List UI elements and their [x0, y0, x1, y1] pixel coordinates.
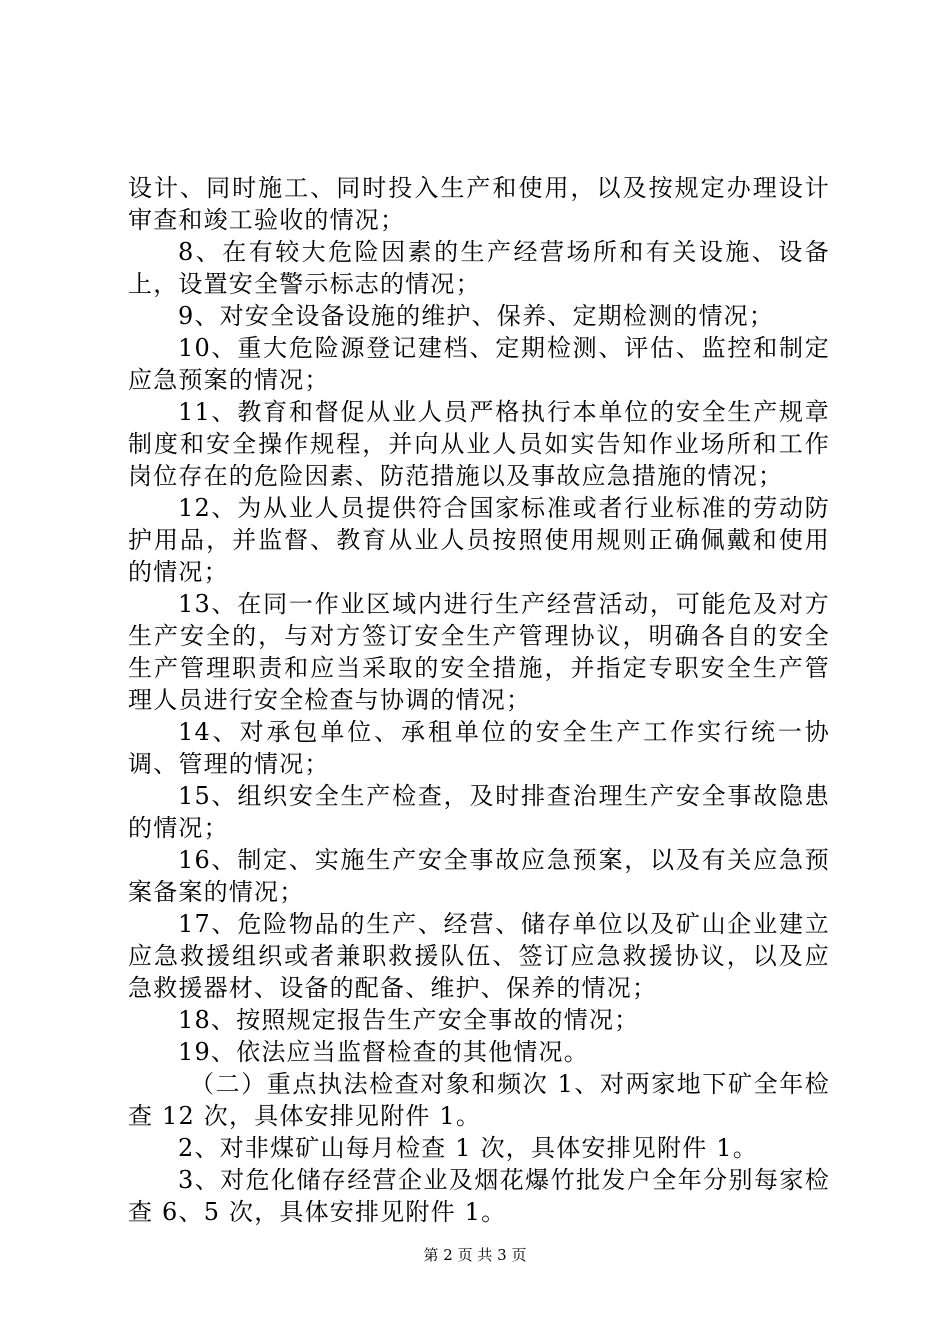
paragraph-frequency-2: 2、对非煤矿山每月检查 1 次，具体安排见附件 1。 — [178, 1134, 758, 1162]
page-number-footer: 第 2 页 共 3 页 — [423, 1246, 527, 1264]
paragraph-item-16: 16、制定、实施生产安全事故应急预案，以及有关应急预案备案的情况； — [128, 846, 830, 906]
paragraph-item-14: 14、对承包单位、承租单位的安全生产工作实行统一协调、管理的情况； — [128, 718, 830, 778]
paragraph-item-10: 10、重大危险源登记建档、定期检测、评估、监控和制定应急预案的情况； — [128, 334, 830, 394]
body-text — [128, 172, 830, 1228]
paragraph-item-12: 12、为从业人员提供符合国家标准或者行业标准的劳动防护用品，并监督、教育从业人员按照使用规则正确佩戴和使用的情况； — [128, 494, 830, 586]
paragraph-frequency-3: 3、对危化储存经营企业及烟花爆竹批发户全年分别每家检查 6、5 次，具体安排见附件 1。 — [128, 1166, 830, 1226]
paragraph-continuation: 设计、同时施工、同时投入生产和使用，以及按规定办理设计审查和竣工验收的情况； — [128, 174, 830, 234]
paragraph-item-19: 19、依法应当监督检查的其他情况。 — [178, 1038, 589, 1066]
section-heading-2: （二）重点执法检查对象和频次 1、对两家地下矿全年检查 12 次，具体安排见附件 1。 — [128, 1070, 830, 1130]
paragraph-item-18: 18、按照规定报告生产安全事故的情况； — [178, 1006, 640, 1034]
paragraph-item-17: 17、危险物品的生产、经营、储存单位以及矿山企业建立应急救援组织或者兼职救援队伍、签订应急救援协议，以及应急救援器材、设备的配备、维护、保养的情况； — [128, 910, 830, 1002]
paragraph-item-8: 8、在有较大危险因素的生产经营场所和有关设施、设备上，设置安全警示标志的情况； — [128, 238, 830, 298]
paragraph-item-15: 15、组织安全生产检查，及时排查治理生产安全事故隐患的情况； — [128, 782, 830, 842]
paragraph-item-13: 13、在同一作业区域内进行生产经营活动，可能危及对方生产安全的，与对方签订安全生产管理协议，明确各自的安全生产管理职责和应当采取的安全措施，并指定专职安全生产管理人员进行安全检查与协调的情况； — [128, 590, 830, 714]
paragraph-item-9: 9、对安全设备设施的维护、保养、定期检测的情况； — [178, 302, 775, 330]
paragraph-item-11: 11、教育和督促从业人员严格执行本单位的安全生产规章制度和安全操作规程，并向从业人员如实告知作业场所和工作岗位存在的危险因素、防范措施以及事故应急措施的情况； — [128, 398, 830, 490]
